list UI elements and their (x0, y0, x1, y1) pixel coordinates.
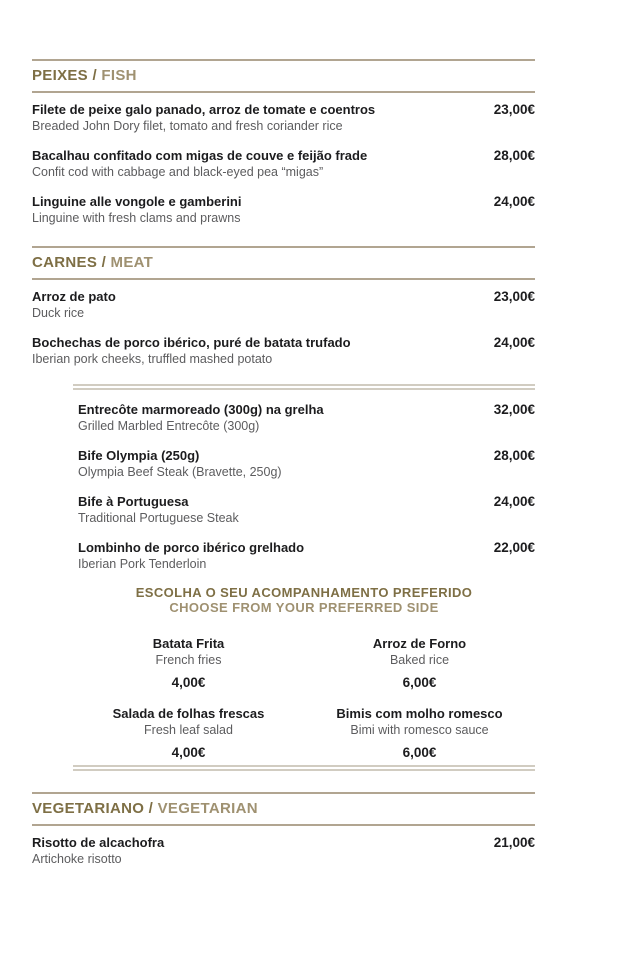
side-name: Salada de folhas frescas (112, 706, 265, 721)
grill-items (73, 402, 535, 571)
section-title-separator: / (148, 800, 154, 817)
menu-section-carnes (32, 246, 535, 771)
side-name: Arroz de Forno (372, 636, 467, 651)
menu-section-peixes (32, 59, 535, 225)
menu-item (32, 102, 535, 133)
dish-description: Traditional Portuguese Steak (78, 511, 239, 525)
section-title (32, 799, 535, 819)
dish-description: Grilled Marbled Entrecôte (300g) (78, 419, 260, 433)
section-header (32, 246, 535, 280)
side-name: Batata Frita (152, 636, 225, 651)
dish-description: Duck rice (32, 306, 85, 320)
dish-description: Iberian Pork Tenderloin (78, 557, 207, 571)
menu-item (32, 835, 535, 866)
menu-item (32, 289, 535, 320)
dish-name: Bife Olympia (250g) (78, 448, 200, 463)
side-price: 6,00€ (402, 675, 437, 690)
side-price: 4,00€ (171, 745, 206, 760)
menu-item-row (78, 494, 535, 509)
dish-price: 23,00€ (493, 289, 535, 304)
dish-name: Filete de peixe galo panado, arroz de tomate e coentros (32, 102, 376, 117)
menu-item-row (32, 289, 535, 304)
side-option (73, 706, 304, 760)
menu-item (32, 148, 535, 179)
dish-price: 24,00€ (493, 194, 535, 209)
section-title-en: VEGETARIAN (157, 800, 258, 817)
dish-price: 32,00€ (493, 402, 535, 417)
section-title-pt: PEIXES (32, 67, 88, 84)
section-rule-top (32, 792, 535, 794)
section-rule-top (32, 246, 535, 248)
menu-item-row (32, 335, 535, 350)
menu-item (78, 448, 535, 479)
section-header (32, 792, 535, 826)
menu-item (32, 194, 535, 225)
menu-item-row (32, 194, 535, 209)
dish-price: 23,00€ (493, 102, 535, 117)
dish-name: Arroz de pato (32, 289, 116, 304)
section-title-separator: / (101, 254, 107, 271)
section-items (32, 93, 535, 225)
section-title-pt: VEGETARIANO (32, 800, 145, 817)
dish-description: Linguine with fresh clams and prawns (32, 211, 241, 225)
side-name: Bimis com molho romesco (336, 706, 503, 721)
side-price: 6,00€ (402, 745, 437, 760)
side-description: Fresh leaf salad (144, 723, 233, 737)
section-title (32, 66, 535, 86)
dish-price: 28,00€ (493, 448, 535, 463)
menu-item-row (32, 835, 535, 850)
dish-description: Artichoke risotto (32, 852, 122, 866)
sides-heading-en: CHOOSE FROM YOUR PREFERRED SIDE (169, 600, 439, 615)
section-title-pt: CARNES (32, 254, 98, 271)
dish-name: Bacalhau confitado com migas de couve e feijão frade (32, 148, 368, 163)
menu-item (78, 540, 535, 571)
menu-item-row (32, 148, 535, 163)
side-option (304, 636, 535, 690)
side-description: French fries (155, 653, 222, 667)
dish-description: Iberian pork cheeks, truffled mashed potato (32, 352, 273, 366)
section-items (32, 826, 535, 866)
sides-heading (73, 585, 535, 615)
section-items (32, 280, 535, 366)
menu-section-vegetariano (32, 792, 535, 866)
side-description: Baked rice (389, 653, 450, 667)
dish-price: 21,00€ (493, 835, 535, 850)
dish-price: 22,00€ (493, 540, 535, 555)
menu-item-row (78, 540, 535, 555)
section-title-en: MEAT (110, 254, 154, 271)
dish-name: Bochechas de porco ibérico, puré de batata trufado (32, 335, 351, 350)
dish-name: Bife à Portuguesa (78, 494, 189, 509)
sides-heading-pt: ESCOLHA O SEU ACOMPANHAMENTO PREFERIDO (135, 585, 473, 600)
section-title-separator: / (92, 67, 97, 84)
dish-name: Lombinho de porco ibérico grelhado (78, 540, 305, 555)
side-price: 4,00€ (171, 675, 206, 690)
section-title (32, 253, 535, 273)
menu-item-row (32, 102, 535, 117)
dish-name: Entrecôte marmoreado (300g) na grelha (78, 402, 324, 417)
grill-specials-box (73, 384, 535, 771)
menu-item (78, 494, 535, 525)
menu-item (78, 402, 535, 433)
side-option (304, 706, 535, 760)
section-title-en: FISH (101, 67, 137, 84)
menu-item (32, 335, 535, 366)
dish-price: 24,00€ (493, 335, 535, 350)
menu-item-row (78, 402, 535, 417)
side-option (73, 636, 304, 690)
section-rule-top (32, 59, 535, 61)
menu-item-row (78, 448, 535, 463)
section-header (32, 59, 535, 93)
dish-price: 28,00€ (493, 148, 535, 163)
sides-grid (73, 636, 535, 760)
dish-description: Olympia Beef Steak (Bravette, 250g) (78, 465, 282, 479)
dish-description: Confit cod with cabbage and black-eyed pea “migas” (32, 165, 324, 179)
dish-name: Linguine alle vongole e gamberini (32, 194, 242, 209)
dish-price: 24,00€ (493, 494, 535, 509)
dish-description: Breaded John Dory filet, tomato and fresh coriander rice (32, 119, 343, 133)
menu-page (32, 59, 535, 866)
side-description: Bimi with romesco sauce (350, 723, 489, 737)
dish-name: Risotto de alcachofra (32, 835, 165, 850)
